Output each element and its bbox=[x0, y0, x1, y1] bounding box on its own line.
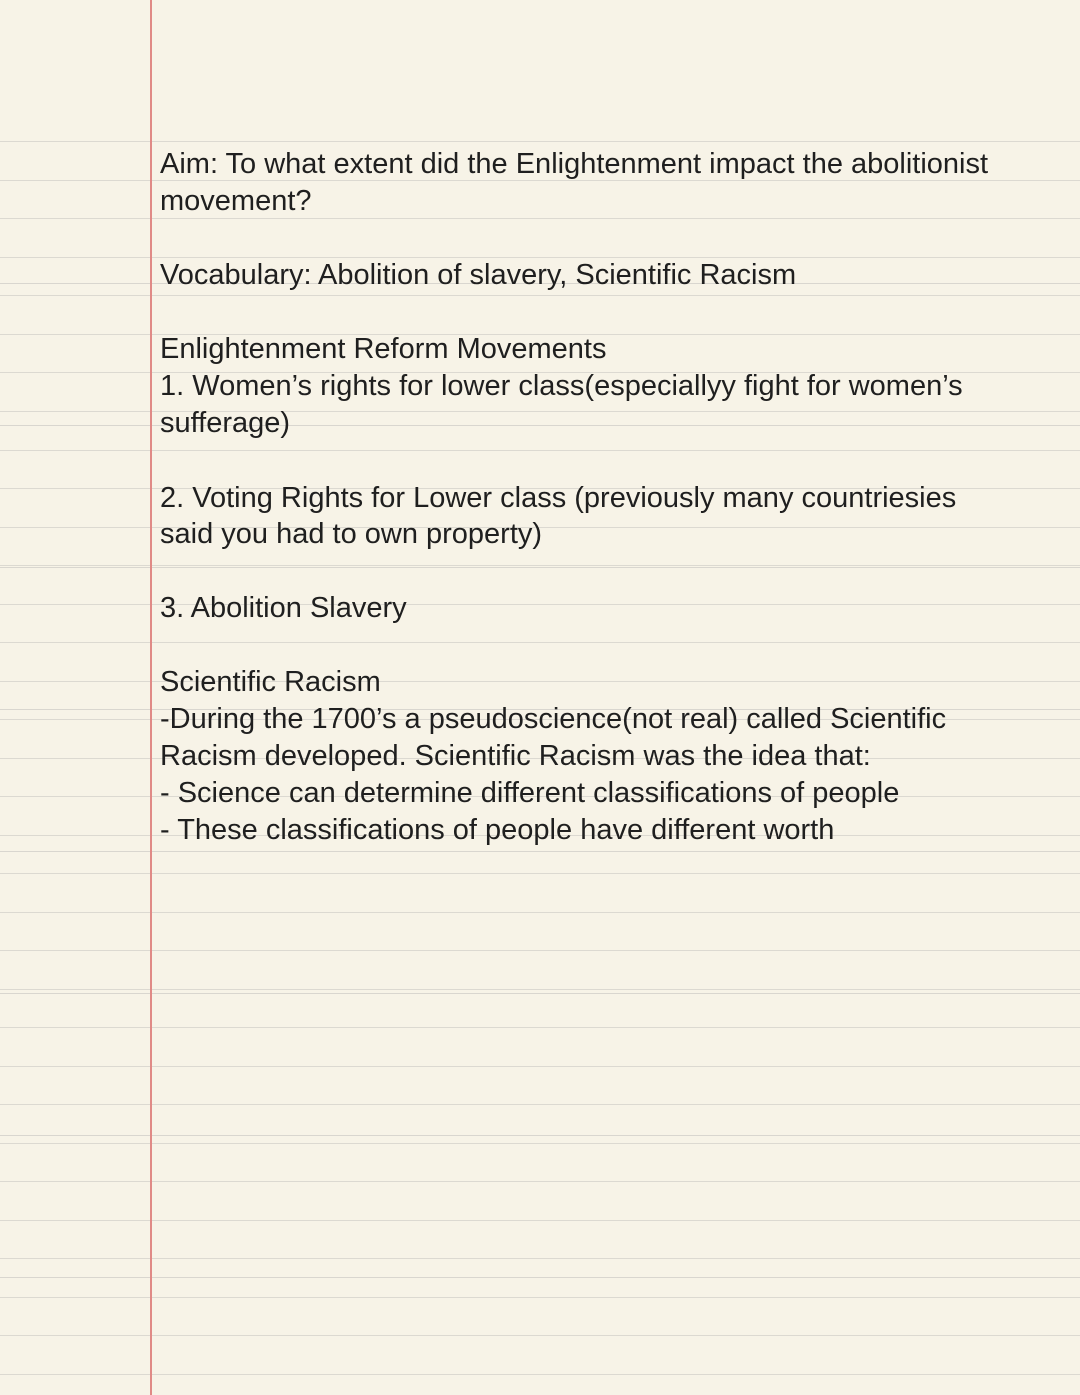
rule-line bbox=[0, 950, 1080, 951]
rule-line bbox=[0, 1297, 1080, 1298]
rule-line bbox=[0, 1027, 1080, 1028]
aim-text-line-1: Aim: To what extent did the Enlightenment impact the abolitionist bbox=[160, 148, 989, 180]
rule-line bbox=[0, 1258, 1080, 1259]
racism-text-line-2: Racism developed. Scientific Racism was the idea that: bbox=[160, 740, 871, 772]
rule-line bbox=[0, 141, 1080, 142]
rule-line bbox=[0, 1066, 1080, 1067]
rule-line bbox=[0, 989, 1080, 990]
reform-heading: Enlightenment Reform Movements bbox=[160, 333, 607, 365]
rule-line bbox=[0, 1104, 1080, 1105]
margin-line bbox=[150, 0, 152, 1395]
racism-text-line-1: -During the 1700’s a pseudoscience(not real) called Scientific bbox=[160, 703, 947, 735]
rule-line bbox=[0, 295, 1080, 296]
reform-item-2-line-1: 2. Voting Rights for Lower class (previously many countriesies bbox=[160, 482, 957, 514]
rule-line bbox=[0, 1220, 1080, 1221]
rule-line bbox=[0, 873, 1080, 874]
rule-line bbox=[0, 1374, 1080, 1375]
rule-line bbox=[0, 1181, 1080, 1182]
reform-item-3: 3. Abolition Slavery bbox=[160, 592, 407, 624]
rule-line bbox=[0, 1143, 1080, 1144]
racism-bullet-1: - Science can determine different classifications of people bbox=[160, 777, 900, 809]
racism-bullet-2: - These classifications of people have different worth bbox=[160, 814, 835, 846]
rule-line bbox=[0, 642, 1080, 643]
rule-line bbox=[0, 1335, 1080, 1336]
reform-item-1-line-2: sufferage) bbox=[160, 407, 291, 439]
reform-item-1-line-1: 1. Women’s rights for lower class(especiallyy fight for women’s bbox=[160, 370, 963, 402]
aim-text-line-2: movement? bbox=[160, 185, 312, 217]
rule-line bbox=[0, 450, 1080, 451]
vocabulary-text: Vocabulary: Abolition of slavery, Scientific Racism bbox=[160, 259, 797, 291]
rule-line bbox=[0, 565, 1080, 566]
rule-line bbox=[0, 912, 1080, 913]
reform-item-2-line-2: said you had to own property) bbox=[160, 518, 543, 550]
racism-heading: Scientific Racism bbox=[160, 666, 381, 698]
